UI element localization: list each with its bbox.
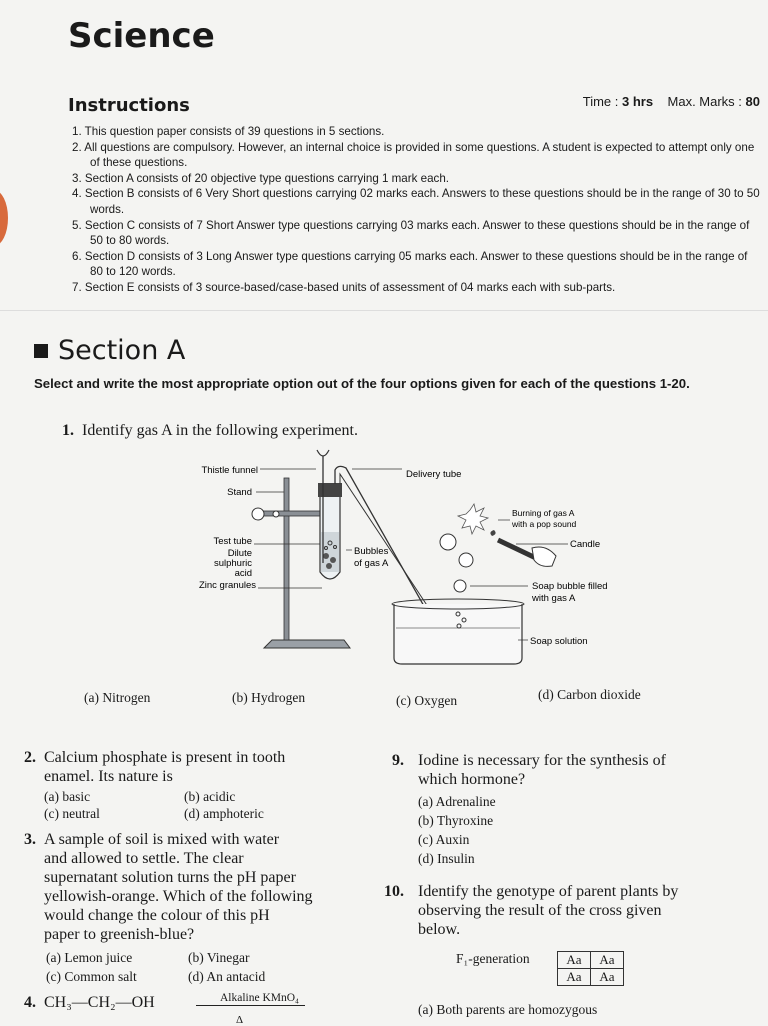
q1-option-a[interactable]: (a) Nitrogen [84, 690, 151, 705]
label-test-tube: Test tube [213, 536, 252, 547]
question-text: Identify gas A in the following experiment. [82, 422, 358, 439]
question-10 [384, 882, 744, 939]
label-sulphuric: sulphuric [213, 558, 252, 569]
instruction-item: 6. Section D consists of 3 Long Answer type questions carrying 05 marks each. Answer to these questions should be in the range of 80 to 120 words. [72, 249, 748, 279]
section-a-title: Section A [58, 335, 186, 366]
q4-condition: Δ [236, 1014, 244, 1026]
question-1 [62, 422, 358, 440]
question-text-line: and allowed to settle. The clear [44, 850, 244, 867]
q10-option-a[interactable]: (a) Both parents are homozygous [418, 1002, 598, 1017]
genotype-cell: Aa [591, 969, 624, 986]
question-number: 9. [392, 752, 404, 769]
marks-label: Max. Marks : [667, 94, 746, 109]
q3-option-c[interactable]: (c) Common salt [46, 969, 137, 984]
question-text [418, 882, 678, 939]
question-9 [392, 751, 742, 868]
question-text-line: Calcium phosphate is present in tooth [44, 749, 286, 766]
question-number: 3. [24, 831, 36, 848]
question-number: 1. [62, 422, 74, 439]
hydrogen-experiment-diagram [180, 448, 640, 673]
q3-option-a[interactable]: (a) Lemon juice [46, 950, 133, 965]
divider [0, 310, 768, 311]
label-bubbles: Bubbles [354, 546, 389, 557]
cork [318, 483, 342, 497]
genotype-cell: Aa [591, 952, 624, 969]
instruction-item: 5. Section C consists of 7 Short Answer type questions carrying 03 marks each. Answer to these questions should be in the range of 50 to 80 words. [72, 218, 750, 248]
question-text-line: enamel. Its nature is [44, 768, 173, 785]
stand-rod [284, 478, 289, 640]
section-a-description: Select and write the most appropriate option out of the four options given for each of the questions 1-20. [34, 376, 690, 391]
instruction-item: 4. Section B consists of 6 Very Short questions carrying 02 marks each. Answers to these questions should be in the range of 30 to 50 words. [72, 187, 760, 216]
label-zinc: Zinc granules [198, 580, 256, 591]
genotype-cell: Aa [558, 969, 591, 986]
label-soap-bubble-2: with gas A [532, 593, 576, 604]
label-candle: Candle [570, 539, 601, 550]
label-dilute: Dilute [227, 548, 252, 559]
section-bullet-icon [34, 344, 48, 358]
question-text-line: which hormone? [418, 771, 526, 788]
question-text-line: observing the result of the cross given [418, 902, 662, 919]
instruction-item: 3. Section A consists of 20 objective type questions carrying 1 mark each. [72, 171, 449, 185]
q9-option-b[interactable]: (b) Thyroxine [418, 813, 494, 828]
question-text-line: below. [418, 921, 461, 938]
q2-option-c[interactable]: (c) neutral [44, 806, 100, 821]
question-text-line: would change the colour of this pH [44, 907, 270, 924]
pop-burst-icon [458, 504, 488, 534]
label-burning-1: Burning of gas A [512, 508, 575, 518]
soap-bubble [454, 580, 466, 592]
label-burning-2: with a pop sound [512, 519, 577, 529]
question-text [44, 830, 313, 944]
question-text [418, 751, 666, 789]
genotype-cell: Aa [558, 952, 591, 969]
instructions-list [72, 124, 762, 296]
stand-base [264, 640, 350, 648]
question-text-line: paper to greenish-blue? [44, 926, 195, 943]
f1-generation-label: F₁-generation [456, 951, 530, 966]
q9-option-d[interactable]: (d) Insulin [418, 851, 475, 866]
label-of-gas-a: of gas A [354, 558, 389, 569]
q9-option-a[interactable]: (a) Adrenaline [418, 794, 496, 809]
section-a-heading [34, 335, 185, 366]
page-title: Science [68, 16, 215, 56]
question-text-line: Iodine is necessary for the synthesis of [418, 752, 666, 769]
question-2 [24, 748, 354, 822]
question-number: 4. [24, 994, 36, 1011]
label-soap-bubble-1: Soap bubble filled [532, 581, 608, 592]
q4-formula: CH₃—CH₂—OH [44, 994, 155, 1011]
question-number: 10. [384, 883, 404, 900]
genotype-grid [557, 951, 624, 986]
q2-option-d[interactable]: (d) amphoteric [184, 806, 264, 821]
label-stand: Stand [227, 487, 252, 498]
instruction-item: 2. All questions are compulsory. However, an internal choice is provided in some questions. A student is expected to attempt only one of these questions. [72, 140, 755, 170]
question-3 [24, 830, 354, 986]
label-soap-solution: Soap solution [530, 636, 588, 647]
question-text-line: Identify the genotype of parent plants by [418, 883, 679, 900]
instructions-heading: Instructions [68, 95, 190, 116]
time-and-marks [583, 94, 760, 109]
thistle-funnel [317, 450, 329, 456]
question-number: 2. [24, 749, 36, 766]
q2-option-b[interactable]: (b) acidic [184, 789, 236, 804]
q2-option-a[interactable]: (a) basic [44, 789, 91, 804]
question-4 [24, 992, 364, 1026]
q1-option-d[interactable]: (d) Carbon dioxide [538, 687, 641, 702]
instruction-item: 7. Section E consists of 3 source-based/case-based units of assessment of 04 marks each with sub-parts. [72, 280, 616, 294]
q1-option-b[interactable]: (b) Hydrogen [232, 690, 306, 705]
q9-option-c[interactable]: (c) Auxin [418, 832, 470, 847]
question-text [44, 748, 285, 786]
q3-option-d[interactable]: (d) An antacid [188, 969, 266, 984]
instruction-item: 1. This question paper consists of 39 questions in 5 sections. [72, 125, 385, 138]
clamp [258, 511, 328, 516]
marks-value: 80 [745, 94, 760, 109]
time-label: Time : [582, 94, 622, 109]
page-edge-marker [0, 190, 8, 246]
question-text-line: supernatant solution turns the pH paper [44, 869, 296, 886]
time-value: 3 hrs [621, 94, 654, 109]
question-text-line: yellowish-orange. Which of the following [44, 888, 313, 905]
trough [394, 604, 522, 664]
label-thistle-funnel: Thistle funnel [201, 465, 258, 476]
question-text-line: A sample of soil is mixed with water [44, 831, 280, 848]
q4-reagent: Alkaline KMnO₄ [196, 992, 305, 1006]
q1-option-c[interactable]: (c) Oxygen [396, 693, 458, 708]
hand [532, 547, 556, 566]
q3-option-b[interactable]: (b) Vinegar [188, 950, 250, 965]
label-delivery-tube: Delivery tube [406, 469, 462, 480]
label-acid: acid [234, 568, 252, 579]
